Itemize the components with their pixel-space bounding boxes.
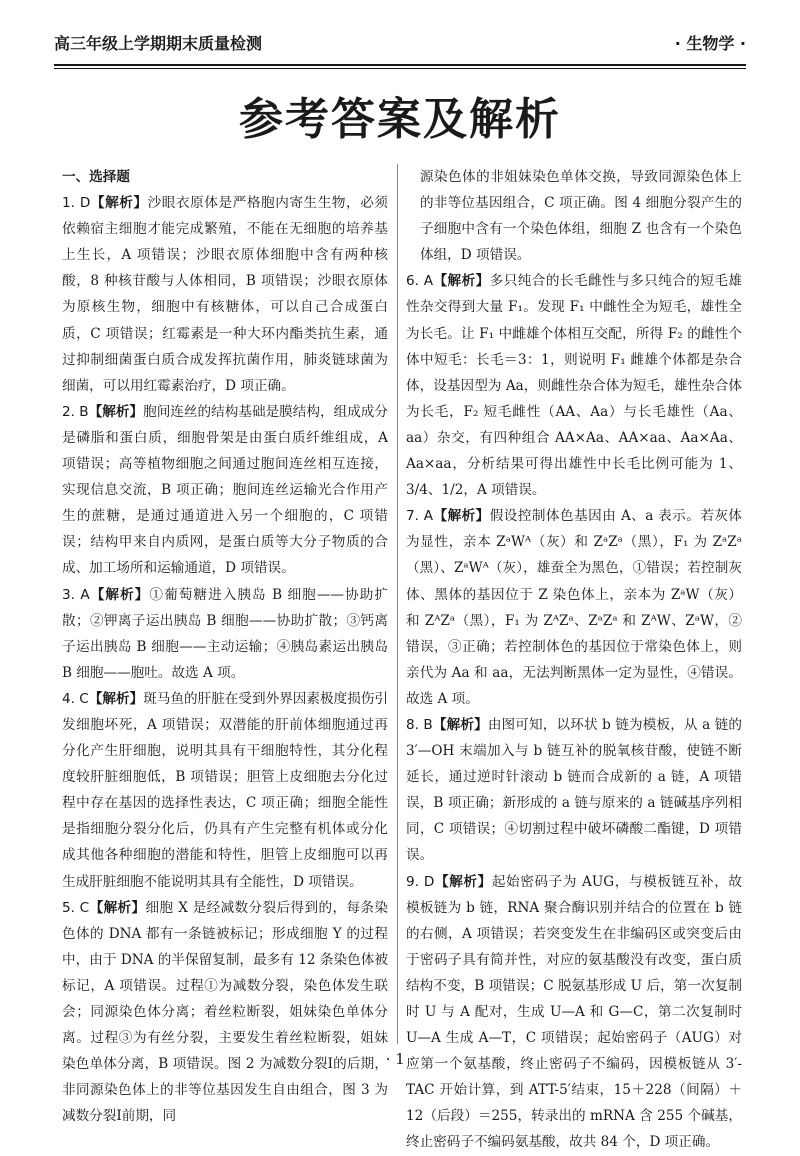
header-rule-thin [54,68,746,69]
answer-key: 7. A [406,508,434,525]
question-1 [62,190,388,399]
analysis-tag: 【解析】 [88,690,144,707]
analysis-text: 沙眼衣原体是严格胞内寄生生物，必须依赖宿主细胞才能完成繁殖，不能在无细胞的培养基上生长，A 项错误；沙眼衣原体细胞中含有两种核酸，8 种核苷酸与人体相同，B 项错误；沙眼衣原体为原核生物，细胞中有核糖体，可以自己合成蛋白质，C 项错误；红霉素是一种大环内酯类抗生素，通过抑制细菌蛋白质合成发挥抗菌作用，肺炎链球菌为细菌，可以用红霉素治疗，D 项正确。 [62,195,389,394]
analysis-tag: 【解析】 [432,716,488,733]
question-5 [62,895,388,1130]
header-rule [54,64,746,66]
answer-key: 8. B [406,716,433,733]
answer-key: 2. B [62,403,89,420]
analysis-text: 细胞 X 是经减数分裂后得到的，每条染色体的 DNA 都有一条链被标记；形成细胞 Y 的过程中，由于 DNA 的半保留复制，最多有 12 条染色体被标记，A 项错误。过程①为减数分裂，染色体发生联会；同源染色体分离；着丝粒断裂，姐妹染色单体分离。过程③为有丝分裂，主要发生着丝粒断裂，姐妹染色单体分离，B 项错误。图 2 为减数分裂Ⅰ的后期，非同源染色体上的非等位基因发生自由组合，图 3 为减数分裂Ⅰ前期，同 [62,899,389,1125]
analysis-tag: 【解析】 [433,273,490,290]
section-heading: 一、选择题 [62,169,130,185]
analysis-text: 起始密码子为 AUG，与模板链互补，故模板链为 b 链，RNA 聚合酶识别并结合的位置在 b 链的右侧，A 项错误；若突变发生在非编码区或突变后由于密码子具有简并性，对应的氨基酸没有改变，蛋白质结构不变，B 项错误；C 脱氨基形成 U 后，第一次复制时 U 与 A 配对，生成 U—A 和 G—C，第二次复制时 U—A 生成 A—T，C 项错误；起始密码子（AUG）对应第一个氨基酸，终止密码子不编码，因模板链从 3′-TAC 开始计算，到 ATT-5′结束，15＋228（间隔）＋12（后段）＝255，转录出的 mRNA 含 255 个碱基，终止密码子不编码氨基酸，故共 84 个，D 项正确。 [406,873,743,1151]
question-4 [62,686,388,895]
question-8 [406,712,742,869]
analysis-text: 由图可知，以环状 b 链为模板，从 a 链的 3′—OH 末端加入与 b 链互补的脱氧核苷酸，使链不断延长，通过逆时针滚动 b 链而合成新的 a 链，A 项错误，B 项正确；新形成的 a 链与原来的 a 链碱基序列相同，C 项错误；④切割过程中破坏磷酸二酯键，D 项错误。 [406,716,743,864]
analysis-tag: 【解析】 [89,586,150,603]
answer-key: 1. D [62,195,91,212]
answer-key: 4. C [62,690,89,707]
analysis-text: 假设控制体色基因由 A、a 表示。若灰体为显性，亲本 ZᵃWᴬ（灰）和 ZᵃZᵃ（黑），F₁ 为 ZᵃZᵃ（黑）、ZᵃWᴬ（灰），雄蚕全为黑色，①错误；若控制灰体、黑体的基因位于 Z 染色体上，亲本为 ZᵃW（灰）和 ZᴬZᵃ（黑），F₁ 为 ZᴬZᵃ、ZᵃZᵃ 和 ZᴬW、ZᵃW，②错误，③正确；若控制体色的基因位于常染色体上，则亲代为 Aa 和 aa，无法判断黑体一定为显性，④错误。故选 A 项。 [406,508,743,707]
column-divider [397,164,398,1044]
question-6 [406,268,742,503]
analysis-tag: 【解析】 [89,899,146,916]
analysis-text: 多只纯合的长毛雌性与多只纯合的短毛雄性杂交得到大量 F₁。发现 F₁ 中雌性全为短毛，雄性全为长毛。让 F₁ 中雌雄个体相互交配，所得 F₂ 的雌性个体中短毛：长毛＝3：1，则说明 F₁ 雌雄个体都是杂合体，设基因型为 Aa，则雌性杂合体为短毛，雄性杂合体为长毛，F₂ 短毛雌性（AA、Aa）与长毛雄性（Aa、aa）杂交，有四种组合 AA×Aa、AA×aa、Aa×Aa、Aa×aa，分析结果可得出雄性中长毛比例可能为 1、3/4、1/2，A 项错误。 [406,273,743,499]
answer-key: 5. C [62,899,90,916]
page-number: · 1 · [385,1050,415,1068]
question-9 [406,869,742,1156]
analysis-tag: 【解析】 [90,195,148,212]
page-header [54,20,746,64]
answer-key: 9. D [406,873,435,890]
analysis-tag: 【解析】 [434,873,492,890]
answer-key: 3. A [62,586,90,603]
question-7 [406,503,742,712]
left-column [62,164,388,1129]
analysis-text: ①葡萄糖进入胰岛 B 细胞——协助扩散；②钾离子运出胰岛 B 细胞——协助扩散；③钙离子运出胰岛 B 细胞——主动运输；④胰岛素运出胰岛 B 细胞——胞吐。故选 A 项。 [62,586,389,681]
analysis-tag: 【解析】 [88,403,144,420]
right-column [406,164,742,1156]
question-2 [62,399,388,582]
answer-key: 6. A [406,273,434,290]
page-title: 参考答案及解析 [239,94,561,145]
exam-title: 高三年级上学期期末质量检测 [54,33,263,53]
analysis-tag: 【解析】 [433,508,490,525]
analysis-text: 胞间连丝的结构基础是膜结构，组成成分是磷脂和蛋白质，细胞骨架是由蛋白质纤维组成，A 项错误；高等植物细胞之间通过胞间连丝相互连接，实现信息交流，B 项正确；胞间连丝运输光合作用产生的蔗糖，是通过通道进入另一个细胞的，C 项错误；结构甲来自内质网，是蛋白质等大分子物质的合成、加工场所和运输通道，D 项错误。 [62,403,389,577]
analysis-text: 斑马鱼的肝脏在受到外界因素极度损伤引发细胞坏死，A 项错误；双潜能的肝前体细胞通过再分化产生肝细胞，说明其具有干细胞特性，其分化程度较肝脏细胞低，B 项错误；胆管上皮细胞去分化过程中存在基因的选择性表达，C 项正确；细胞全能性是指细胞分裂分化后，仍具有产生完整有机体或分化成其他各种细胞的潜能和特性，胆管上皮细胞可以再生成肝脏细胞不能说明其具有全能性，D 项错误。 [62,690,388,890]
question-3 [62,582,388,686]
question-5-continued: 源染色体的非姐妹染色单体交换，导致同源染色体上的非等位基因组合，C 项正确。图 4 细胞分裂产生的子细胞中含有一个染色体组，细胞 Z 也含有一个染色体组，D 项错误。 [420,169,742,264]
subject-label: · 生物学 · [674,33,746,53]
